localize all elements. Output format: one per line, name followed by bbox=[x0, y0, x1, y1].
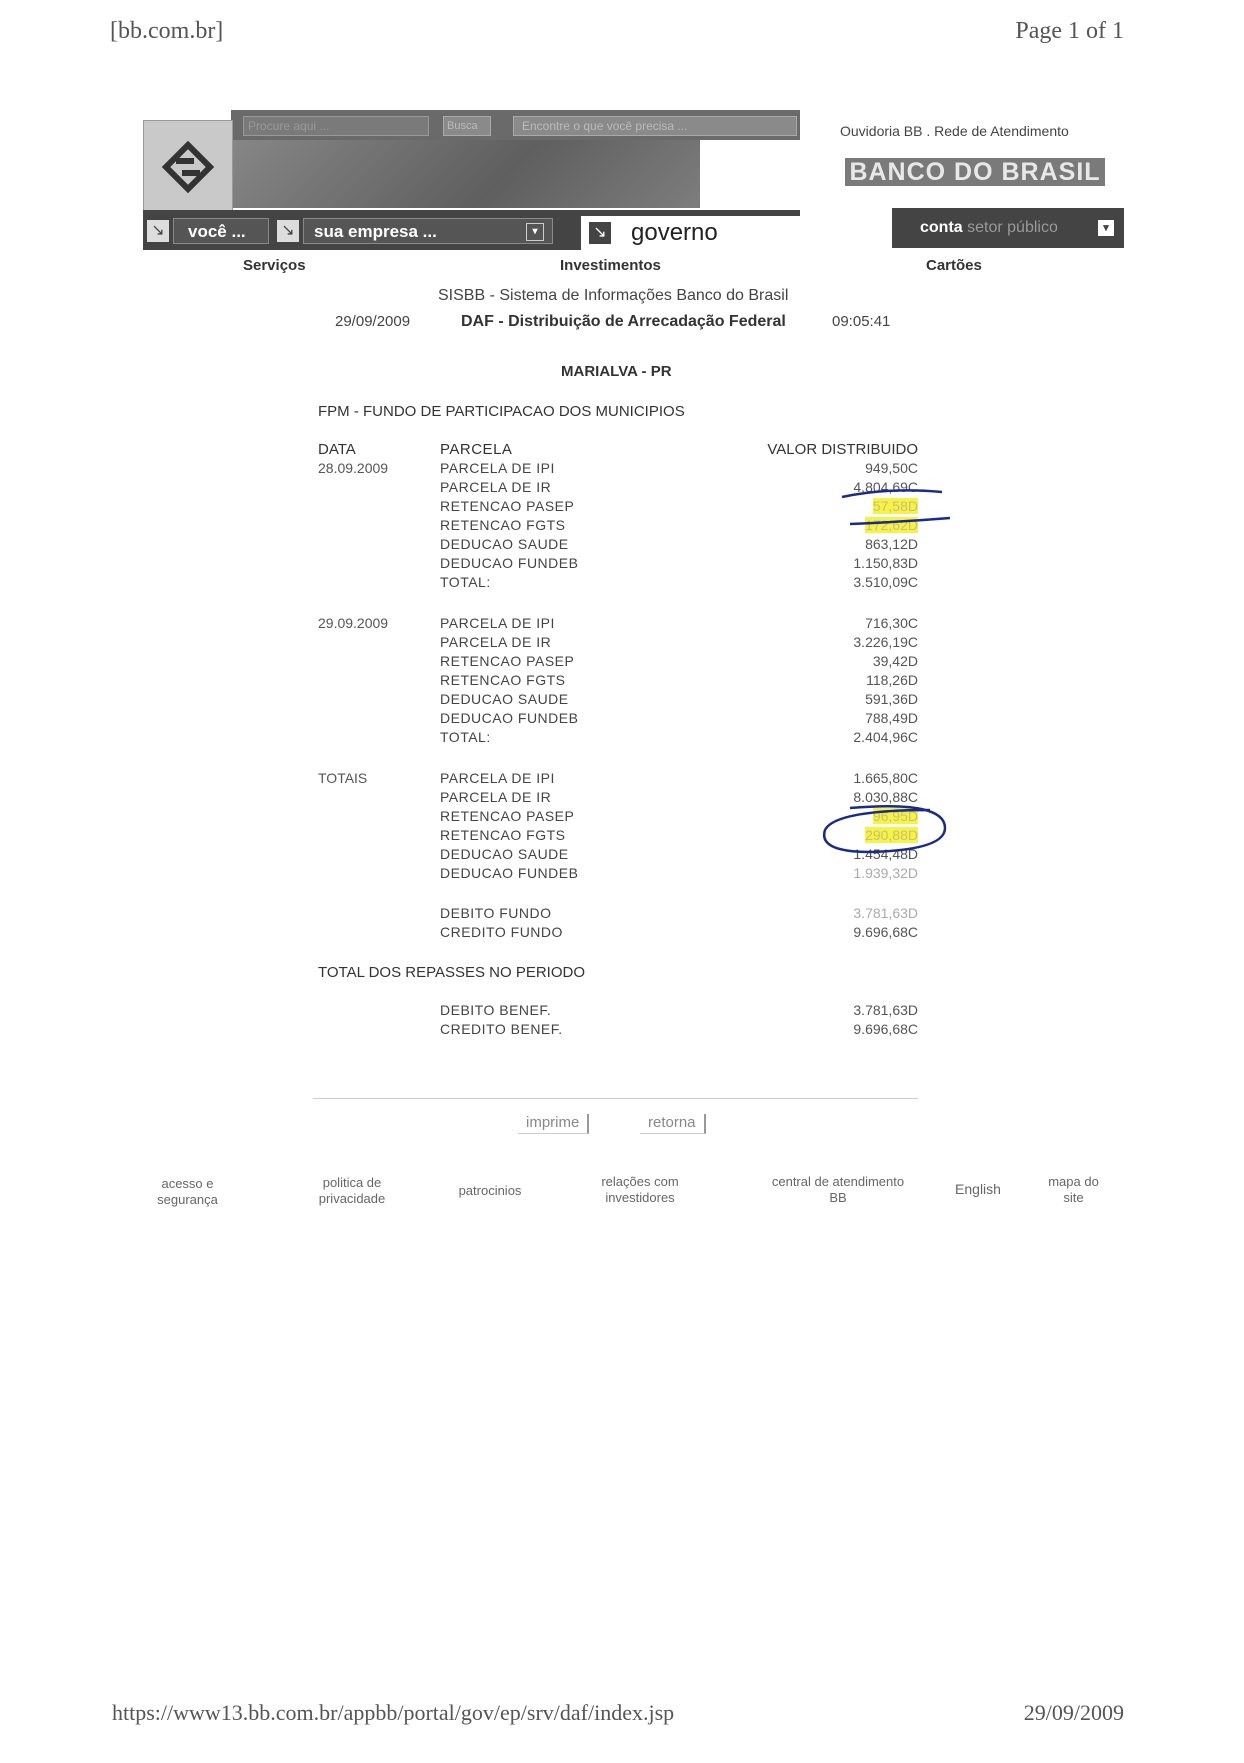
link-investimentos[interactable]: Investimentos bbox=[560, 257, 661, 274]
row-valor-highlighted: 172,62D bbox=[865, 517, 918, 533]
row-parcela: RETENCAO PASEP bbox=[440, 808, 575, 824]
system-name: SISBB - Sistema de Informações Banco do Brasil bbox=[438, 287, 789, 304]
row-valor: 3.781,63D bbox=[853, 1002, 918, 1018]
row-valor: 3.510,09C bbox=[853, 574, 918, 590]
row-valor: 2.404,96C bbox=[853, 729, 918, 745]
footer-link-acesso-seguranca[interactable] bbox=[140, 1176, 235, 1208]
row-parcela: DEDUCAO FUNDEB bbox=[440, 710, 579, 726]
search-type-select[interactable]: Busca bbox=[443, 116, 491, 136]
nav-voce[interactable]: você ... bbox=[173, 218, 269, 244]
row-valor: 1.454,48D bbox=[853, 846, 918, 862]
row-valor-highlighted: 290,88D bbox=[865, 827, 918, 843]
footer-link-line: privacidade bbox=[318, 1191, 386, 1206]
row-valor-highlighted: 96,95D bbox=[872, 808, 918, 824]
fund-title: FPM - FUNDO DE PARTICIPACAO DOS MUNICIPIOS bbox=[318, 403, 685, 420]
col-header-valor: VALOR DISTRIBUIDO bbox=[767, 441, 918, 458]
footer-link-central-atendimento[interactable] bbox=[752, 1174, 924, 1206]
conta-label: conta bbox=[920, 219, 963, 236]
row-parcela: PARCELA DE IR bbox=[440, 479, 552, 495]
report-title: DAF - Distribuição de Arrecadação Federal bbox=[461, 313, 786, 330]
row-parcela: PARCELA DE IR bbox=[440, 634, 552, 650]
row-valor: 788,49D bbox=[865, 710, 918, 726]
row-valor: 9.696,68C bbox=[853, 924, 918, 940]
row-valor: 118,26D bbox=[866, 672, 918, 688]
municipality: MARIALVA - PR bbox=[561, 363, 672, 380]
footer-link-line: acesso e bbox=[161, 1176, 214, 1191]
row-parcela: RETENCAO FGTS bbox=[440, 517, 566, 533]
footer-link-line: politica de bbox=[322, 1175, 382, 1190]
col-header-parcela: PARCELA bbox=[440, 441, 513, 458]
row-valor: 591,36D bbox=[865, 691, 918, 707]
row-valor: 1.150,83D bbox=[853, 555, 918, 571]
repasses-title: TOTAL DOS REPASSES NO PERIODO bbox=[318, 964, 586, 981]
dropdown-icon: ▾ bbox=[1098, 220, 1114, 236]
row-date: TOTAIS bbox=[318, 770, 368, 786]
report-time: 09:05:41 bbox=[832, 313, 891, 330]
arrow-icon: ↘ bbox=[147, 220, 169, 242]
imprime-button[interactable]: imprime bbox=[518, 1114, 589, 1134]
row-valor: 9.696,68C bbox=[853, 1021, 918, 1037]
row-parcela: RETENCAO FGTS bbox=[440, 827, 566, 843]
banco-do-brasil-logo[interactable]: BANCO DO BRASIL bbox=[845, 158, 1105, 186]
row-parcela: CREDITO FUNDO bbox=[440, 924, 563, 940]
row-date: 28.09.2009 bbox=[318, 460, 389, 476]
row-parcela: TOTAL: bbox=[440, 729, 491, 745]
conta-sublabel: setor público bbox=[967, 219, 1058, 236]
arrow-icon: ↘ bbox=[277, 220, 299, 242]
quick-find-select[interactable]: Encontre o que você precisa ... bbox=[513, 116, 797, 136]
col-header-data: DATA bbox=[318, 441, 356, 458]
row-parcela: PARCELA DE IPI bbox=[440, 770, 555, 786]
footer-link-relacoes-investidores[interactable] bbox=[580, 1174, 700, 1206]
row-parcela: PARCELA DE IPI bbox=[440, 615, 555, 631]
row-valor: 4.804,69C bbox=[853, 479, 918, 495]
link-cartoes[interactable]: Cartões bbox=[926, 257, 982, 274]
report-date: 29/09/2009 bbox=[335, 313, 411, 330]
row-valor: 1.939,32D bbox=[853, 865, 918, 881]
row-parcela: TOTAL: bbox=[440, 574, 491, 590]
row-parcela: RETENCAO PASEP bbox=[440, 653, 575, 669]
row-parcela: PARCELA DE IPI bbox=[440, 460, 555, 476]
row-valor: 3.781,63D bbox=[853, 905, 918, 921]
print-header-page: Page 1 of 1 bbox=[1015, 18, 1124, 44]
row-parcela: DEBITO BENEF. bbox=[440, 1002, 552, 1018]
row-valor: 8.030,88C bbox=[853, 789, 918, 805]
dropdown-icon: ▾ bbox=[526, 223, 544, 241]
divider bbox=[313, 1098, 918, 1099]
footer-link-line: site bbox=[1063, 1190, 1084, 1205]
print-footer-date: 29/09/2009 bbox=[1023, 1700, 1124, 1725]
footer-link-line: relações com bbox=[601, 1174, 679, 1189]
footer-link-line: BB bbox=[829, 1190, 847, 1205]
footer-link-line: mapa do bbox=[1048, 1174, 1099, 1189]
row-valor-highlighted: 57,58D bbox=[872, 498, 918, 514]
row-valor: 39,42D bbox=[872, 653, 918, 669]
row-parcela: DEDUCAO SAUDE bbox=[440, 846, 569, 862]
row-valor: 3.226,19C bbox=[853, 634, 918, 650]
row-valor: 1.665,80C bbox=[853, 770, 918, 786]
row-parcela: PARCELA DE IR bbox=[440, 789, 552, 805]
nav-sua-empresa-label: sua empresa ... bbox=[314, 222, 437, 241]
row-parcela: DEDUCAO SAUDE bbox=[440, 536, 569, 552]
row-parcela: RETENCAO PASEP bbox=[440, 498, 575, 514]
row-valor: 949,50C bbox=[865, 460, 918, 476]
row-parcela: DEBITO FUNDO bbox=[440, 905, 552, 921]
nav-governo-label: governo bbox=[631, 219, 718, 246]
footer-link-politica-privacidade[interactable] bbox=[302, 1175, 402, 1207]
footer-link-english[interactable]: English bbox=[955, 1181, 1001, 1197]
row-date: 29.09.2009 bbox=[318, 615, 389, 631]
retorna-button[interactable]: retorna bbox=[640, 1114, 706, 1134]
row-parcela: DEDUCAO FUNDEB bbox=[440, 555, 579, 571]
row-valor: 863,12D bbox=[865, 536, 918, 552]
link-servicos[interactable]: Serviços bbox=[243, 257, 306, 274]
footer-link-mapa-site[interactable] bbox=[1036, 1174, 1111, 1206]
ouvidoria-link[interactable]: Ouvidoria BB . Rede de Atendimento bbox=[840, 123, 1069, 139]
print-footer-url: https://www13.bb.com.br/appbb/portal/gov/ep/srv/daf/index.jsp bbox=[112, 1700, 675, 1725]
search-input[interactable]: Procure aqui ... bbox=[243, 116, 429, 136]
row-valor: 716,30C bbox=[865, 615, 918, 631]
row-parcela: RETENCAO FGTS bbox=[440, 672, 566, 688]
footer-link-patrocinios[interactable]: patrocinios bbox=[458, 1183, 522, 1198]
row-parcela: CREDITO BENEF. bbox=[440, 1021, 563, 1037]
print-header-site: [bb.com.br] bbox=[110, 18, 224, 44]
footer-link-line: segurança bbox=[157, 1192, 218, 1207]
footer-link-line: investidores bbox=[605, 1190, 675, 1205]
row-parcela: DEDUCAO FUNDEB bbox=[440, 865, 579, 881]
arrow-icon: ↘ bbox=[589, 222, 611, 244]
footer-link-line: central de atendimento bbox=[771, 1174, 905, 1189]
row-parcela: DEDUCAO SAUDE bbox=[440, 691, 569, 707]
